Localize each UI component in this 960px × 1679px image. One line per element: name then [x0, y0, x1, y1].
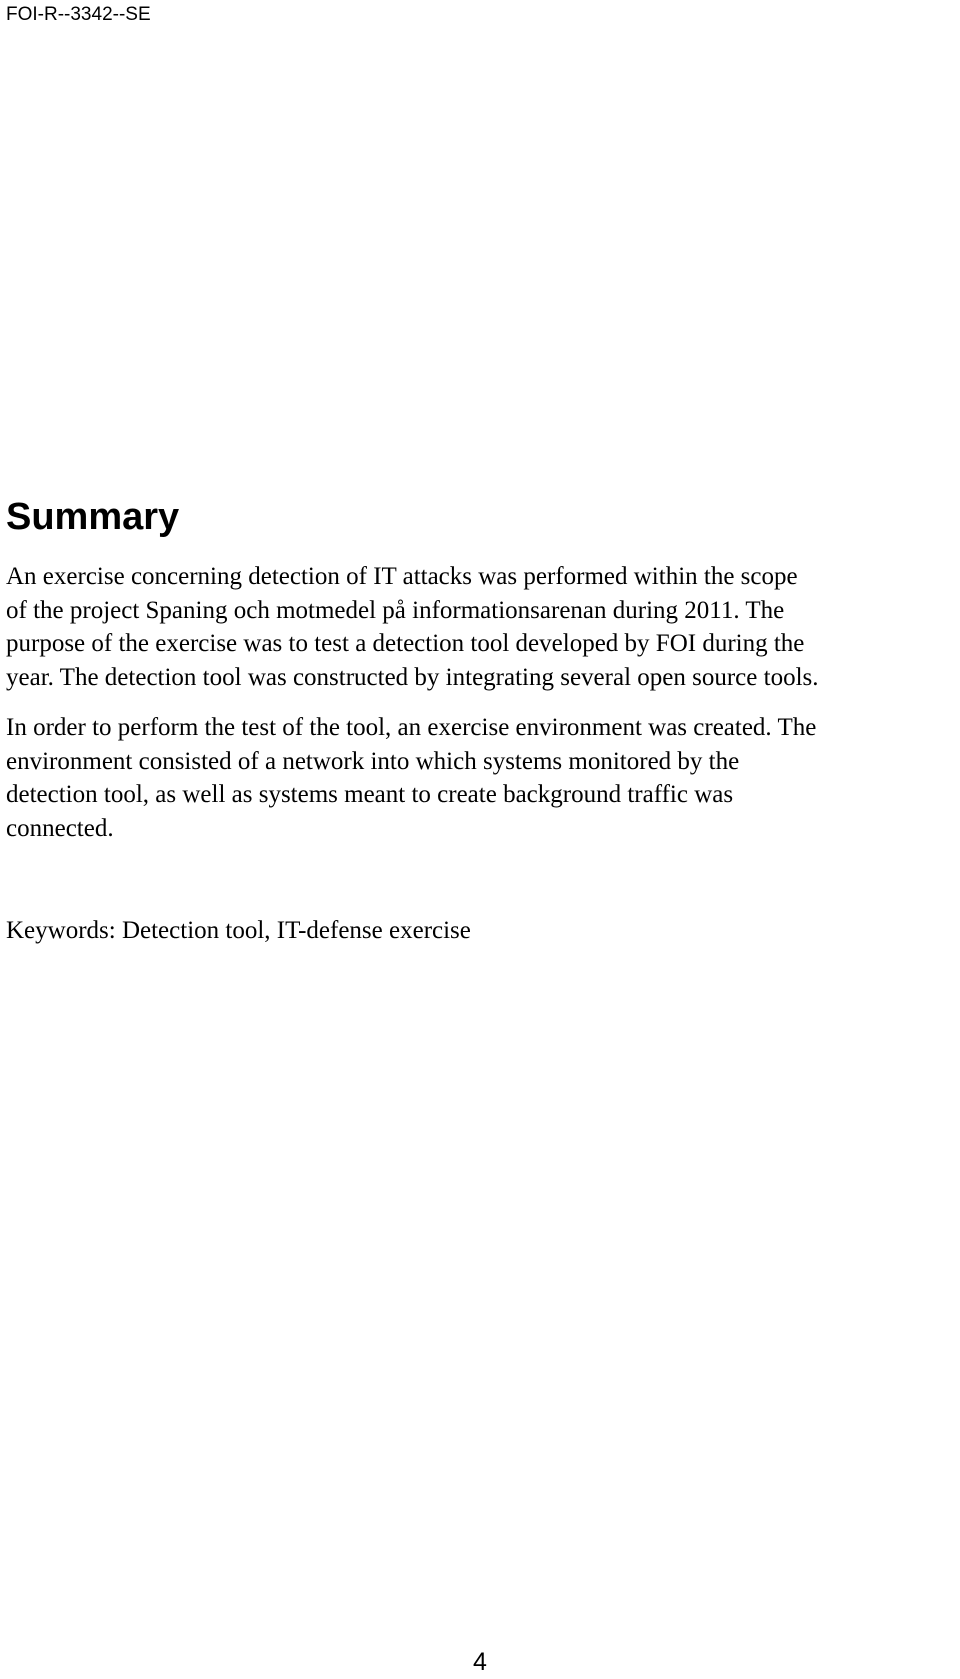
summary-paragraph-1: [6, 560, 819, 694]
summary-paragraph-2: [6, 711, 816, 845]
paragraph-line: In order to perform the test of the tool, an exercise environment was created. The: [6, 714, 817, 741]
paragraph-line: environment consisted of a network into which systems monitored by the: [6, 747, 740, 775]
paragraph-line: detection tool, as well as systems meant to create background traffic was: [6, 781, 734, 808]
paragraph-line: An exercise concerning detection of IT attacks was performed within the scope: [6, 563, 798, 590]
page-title: Summary: [6, 496, 180, 538]
page-number: 4: [473, 1648, 487, 1676]
report-id: FOI-R--3342--SE: [6, 4, 151, 25]
paragraph-line: purpose of the exercise was to test a detection tool developed by FOI during the: [6, 630, 805, 657]
paragraph-line: of the project Spaning och motmedel på informationsarenan during 2011. The: [6, 596, 785, 624]
paragraph-line: year. The detection tool was constructed by integrating several open source tools.: [6, 663, 819, 691]
keywords-line: Keywords: Detection tool, IT-defense exercise: [6, 917, 471, 944]
paragraph-line: connected.: [6, 814, 114, 842]
